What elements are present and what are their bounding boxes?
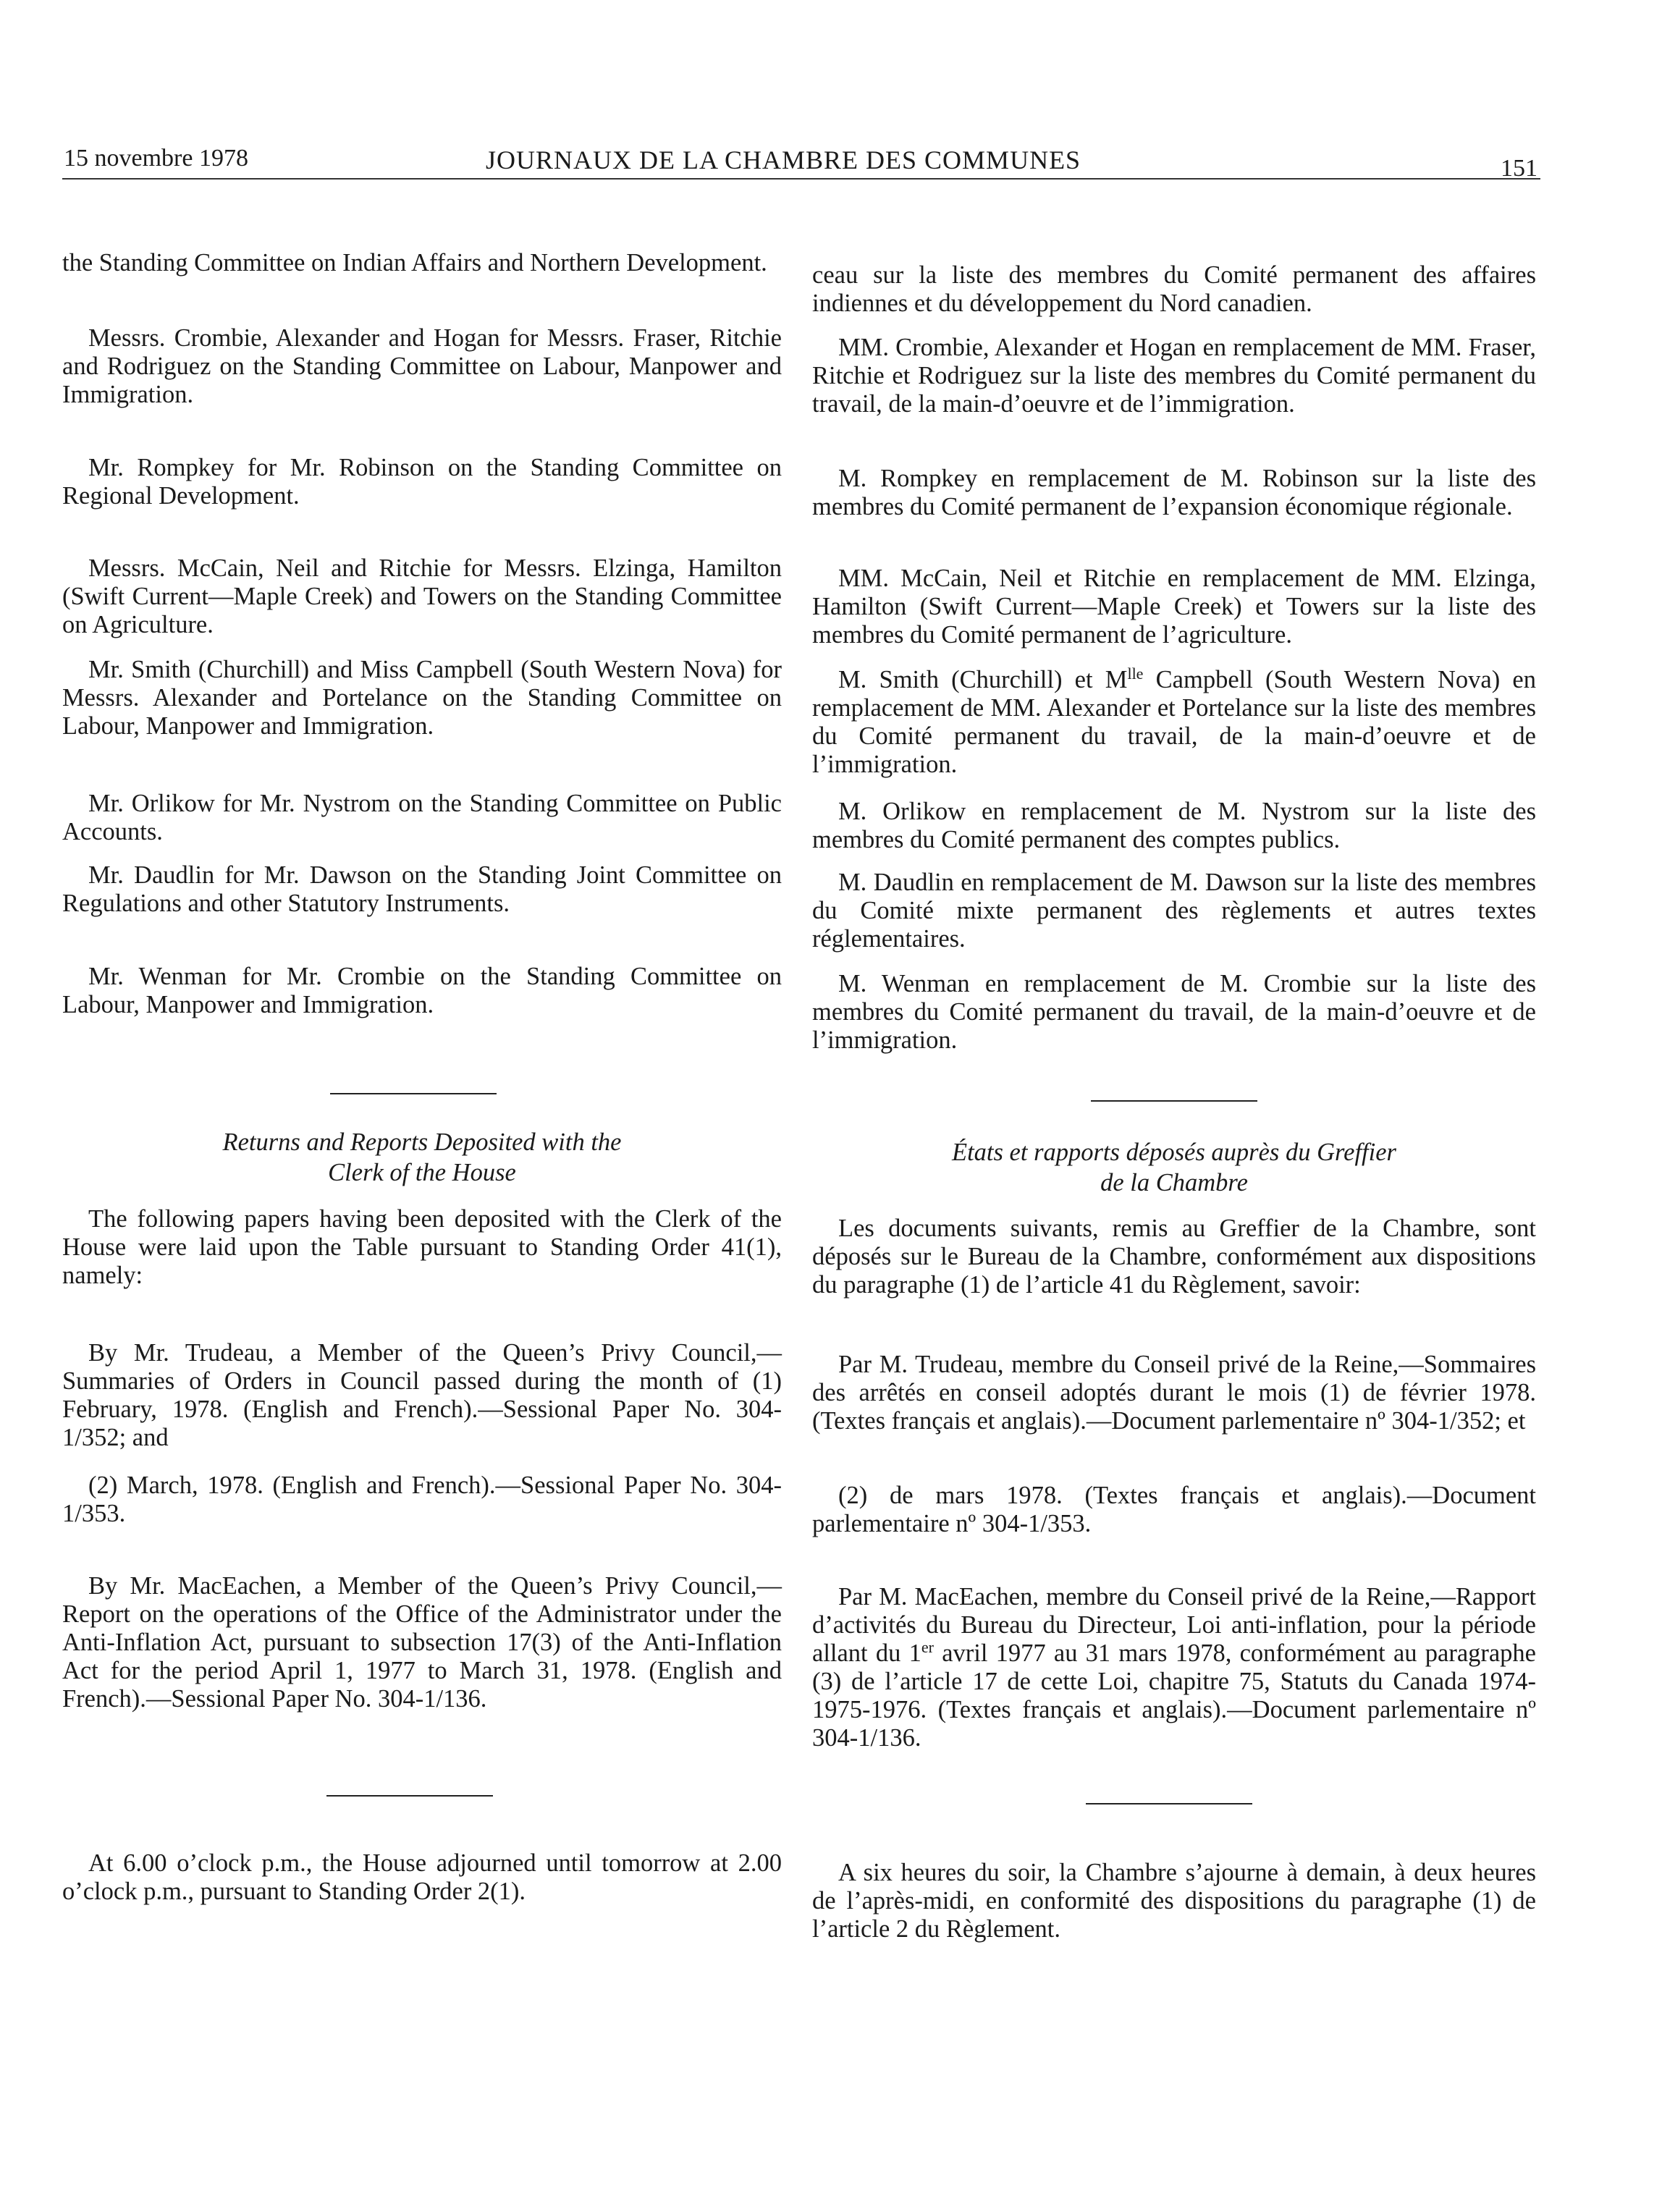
maceachen-report [812, 1583, 1536, 1752]
returns-title-line2: Clerk of the House [328, 1159, 516, 1186]
trudeau-february: Par M. Trudeau, membre du Conseil privé de la Reine,—Sommaires des arrêtés en conseil adoptés durant le mois (1) de février 1978. (Textes français et anglais).—Document parlementaire nº 304-1/352; et [812, 1351, 1536, 1435]
committee-change-public-accounts: M. Orlikow en remplacement de M. Nystrom sur la liste des membres du Comité permanent des comptes publics. [812, 798, 1536, 853]
returns-title-line1: États et rapports déposés auprès du Greffier [952, 1139, 1396, 1166]
maceachen-text-end: avril 1977 au 31 mars 1978, conformément au paragraphe (3) de l’article 17 de cette Loi, chapitre 75, Statuts du Canada 1974-1975-1976. (Textes français et anglais).—Document parlementaire nº 304-1/136. [812, 1639, 1536, 1752]
section-divider [1086, 1803, 1252, 1804]
section-divider [326, 1795, 493, 1797]
committee-change-labour-crombie: Messrs. Crombie, Alexander and Hogan for Messrs. Fraser, Ritchie and Rodriguez on the Standing Committee on Labour, Manpower and Immigration. [62, 324, 782, 408]
header-date: 15 novembre 1978 [64, 145, 248, 172]
smith-text-end: Campbell (South Western Nova) en remplacement de MM. Alexander et Portelance sur la liste des membres du Comité permanent du travail, de la main-d’oeuvre et de l’immigration. [812, 666, 1536, 778]
trudeau-march: (2) de mars 1978. (Textes français et anglais).—Document parlementaire nº 304-1/353. [812, 1482, 1536, 1537]
adjournment: A six heures du soir, la Chambre s’ajourne à demain, à deux heures de l’après-midi, en conformité des dispositions du paragraphe (1) de l’article 2 du Règlement. [812, 1859, 1536, 1943]
section-divider [1091, 1100, 1257, 1102]
returns-intro: The following papers having been deposited with the Clerk of the House were laid upon the Table pursuant to Standing Order 41(1), namely: [62, 1205, 782, 1289]
trudeau-march: (2) March, 1978. (English and French).—Sessional Paper No. 304-1/353. [62, 1472, 782, 1527]
committee-change-regulations: Mr. Daudlin for Mr. Dawson on the Standing Joint Committee on Regulations and other Statutory Instruments. [62, 861, 782, 917]
returns-title-line1: Returns and Reports Deposited with the [222, 1128, 622, 1156]
maceachen-report: By Mr. MacEachen, a Member of the Queen’s Privy Council,—Report on the operations of the Office of the Administrator under the Anti-Inflation Act, pursuant to subsection 17(3) of the Anti-Inflation Act for the period April 1, 1977 to March 31, 1978. (English and French).—Sessional Paper No. 304-1/136. [62, 1572, 782, 1713]
committee-change-indian-affairs: ceau sur la liste des membres du Comité permanent des affaires indiennes et du développement du Nord canadien. [812, 261, 1536, 317]
premier-superscript: er [921, 1638, 934, 1656]
committee-change-labour-wenman: Mr. Wenman for Mr. Crombie on the Standing Committee on Labour, Manpower and Immigration. [62, 963, 782, 1018]
committee-change-indian-affairs: the Standing Committee on Indian Affairs and Northern Development. [62, 249, 767, 276]
committee-change-public-accounts: Mr. Orlikow for Mr. Nystrom on the Standing Committee on Public Accounts. [62, 790, 782, 845]
returns-title-line2: de la Chambre [1100, 1169, 1248, 1196]
journal-title: JOURNAUX DE LA CHAMBRE DES COMMUNES [486, 145, 1081, 174]
header-rule [62, 178, 1540, 180]
trudeau-february: By Mr. Trudeau, a Member of the Queen’s Privy Council,—Summaries of Orders in Council passed during the month of (1) February, 1978. (English and French).—Sessional Paper No. 304-1/352; and [62, 1339, 782, 1451]
adjournment: At 6.00 o’clock p.m., the House adjourned until tomorrow at 2.00 o’clock p.m., pursuant to Standing Order 2(1). [62, 1849, 782, 1905]
committee-change-agriculture: Messrs. McCain, Neil and Ritchie for Messrs. Elzinga, Hamilton (Swift Current—Maple Creek) and Towers on the Standing Committee on Agriculture. [62, 554, 782, 638]
committee-change-agriculture: MM. McCain, Neil et Ritchie en remplacement de MM. Elzinga, Hamilton (Swift Current—Maple Creek) et Towers sur la liste des membres du Comité permanent de l’agriculture. [812, 565, 1536, 649]
section-divider [330, 1093, 497, 1094]
running-header [64, 145, 1537, 181]
committee-change-labour-wenman: M. Wenman en remplacement de M. Crombie sur la liste des membres du Comité permanent du travail, de la main-d’oeuvre et de l’immigration. [812, 970, 1536, 1054]
committee-change-regional-development: Mr. Rompkey for Mr. Robinson on the Standing Committee on Regional Development. [62, 454, 782, 510]
returns-intro: Les documents suivants, remis au Greffier de la Chambre, sont déposés sur le Bureau de la Chambre, conformément aux dispositions du paragraphe (1) de l’article 41 du Règlement, savoir: [812, 1215, 1536, 1299]
committee-change-regulations: M. Daudlin en remplacement de M. Dawson sur la liste des membres du Comité mixte permanent des règlements et autres textes réglementaires. [812, 869, 1536, 953]
page-number: 151 [1501, 155, 1537, 182]
committee-change-labour-smith [812, 666, 1536, 779]
committee-change-labour-crombie: MM. Crombie, Alexander et Hogan en remplacement de MM. Fraser, Ritchie et Rodriguez sur la liste des membres du Comité permanent du travail, de la main-d’oeuvre et de l’immigration. [812, 334, 1536, 418]
committee-change-labour-smith: Mr. Smith (Churchill) and Miss Campbell (South Western Nova) for Messrs. Alexander and Portelance on the Standing Committee on Labour, Manpower and Immigration. [62, 656, 782, 740]
smith-text-start: M. Smith (Churchill) et M [838, 666, 1128, 693]
committee-change-regional-development: M. Rompkey en remplacement de M. Robinson sur la liste des membres du Comité permanent de l’expansion économique régionale. [812, 465, 1536, 520]
mademoiselle-superscript: lle [1127, 664, 1144, 683]
maceachen-text-start: Par M. MacEachen, membre du Conseil privé de la Reine,—Rapport d’activités du Bureau du Directeur, Loi anti-inflation, pour la période allant du 1 [812, 1583, 1536, 1667]
